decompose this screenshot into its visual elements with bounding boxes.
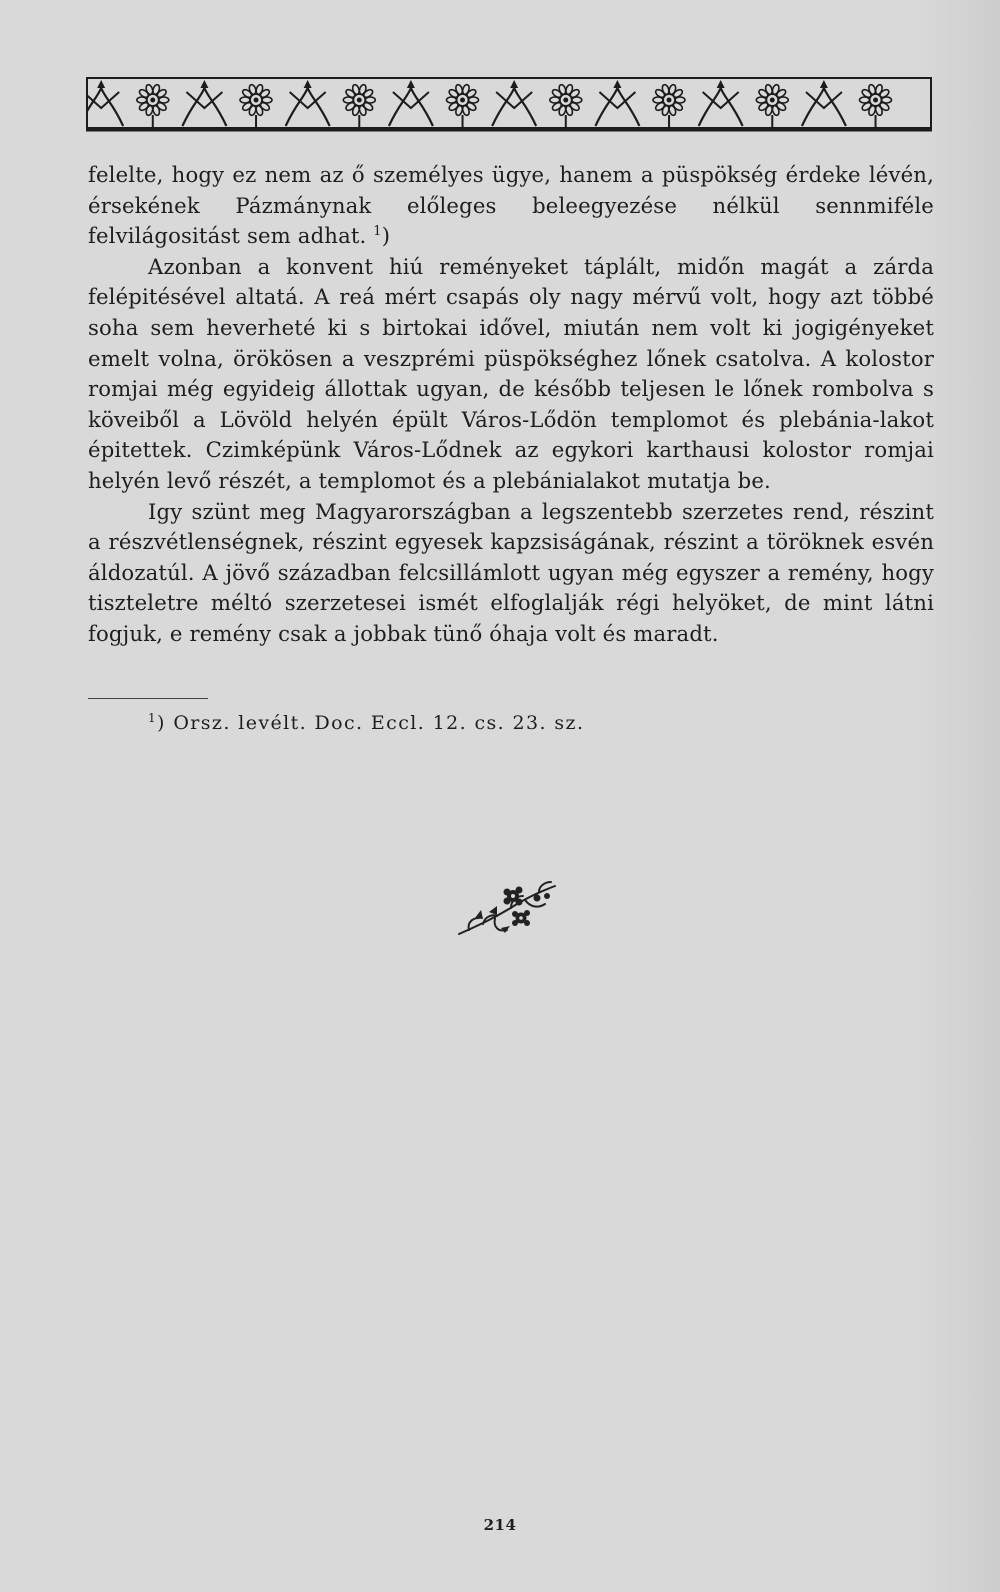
header-ornament-band — [86, 74, 932, 132]
closing-vignette — [455, 878, 565, 942]
page-number: 214 — [483, 1516, 517, 1534]
paragraph-2: Azonban a konvent hiú reményeket táplált, midőn magát a zárda felépitésével altatá. A reá mért csapás oly nagy mérvű volt, hogy azt többé soha sem heverheté ki s birtokai idővel, miután nem volt ki jogigényeket emelt volna, örökösen a veszprémi püspökséghez lőnek csatolva. A kolostor romjai még egyideig állottak ugyan, de később teljesen le lőnek rombolva s köveiből a Lövöld helyén épült Város-Lődön templomot és plebánia-lakot épitettek. Czimképünk Város-Lődnek az egykori karthausi kolostor romjai helyén levő részét, a templomot és a plebánialakot mutatja be. — [88, 253, 934, 493]
footnote-reference: 1 — [373, 224, 382, 240]
main-text — [88, 160, 934, 650]
footnote-mark: 1 — [148, 711, 158, 725]
footnote-reference-close: ) — [381, 223, 391, 249]
footnote — [148, 710, 848, 736]
paragraph-continued — [88, 160, 934, 252]
footnote-mark-close: ) — [157, 712, 166, 734]
paragraph-1-text: felelte, hogy ez nem az ő személyes ügye, hanem a püspökség érdeke lévén, érsekének Pázmánynak előleges beleegyezése nélkül sennmiféle felvilágositást sem adhat. — [88, 162, 934, 249]
paragraph-3: Igy szünt meg Magyarországban a legszentebb szerzetes rend, részint a részvétlenségnek, részint egyesek kapzsiságának, részint a töröknek esvén áldozatúl. A jövő században felcsillámlott ugyan még egyszer a remény, hogy tiszteletre méltó szerzetesei ismét elfoglalják régi helyöket, de mint látni fogjuk, e remény csak a jobbak tünő óhaja volt és maradt. — [88, 498, 934, 646]
floral-rosette-band-ornament-icon — [86, 74, 932, 132]
footnote-divider — [88, 698, 208, 699]
footnote-text: Orsz. levélt. Doc. Eccl. 12. cs. 23. sz. — [165, 712, 585, 734]
flower-branch-vignette-ornament-icon — [455, 878, 565, 942]
